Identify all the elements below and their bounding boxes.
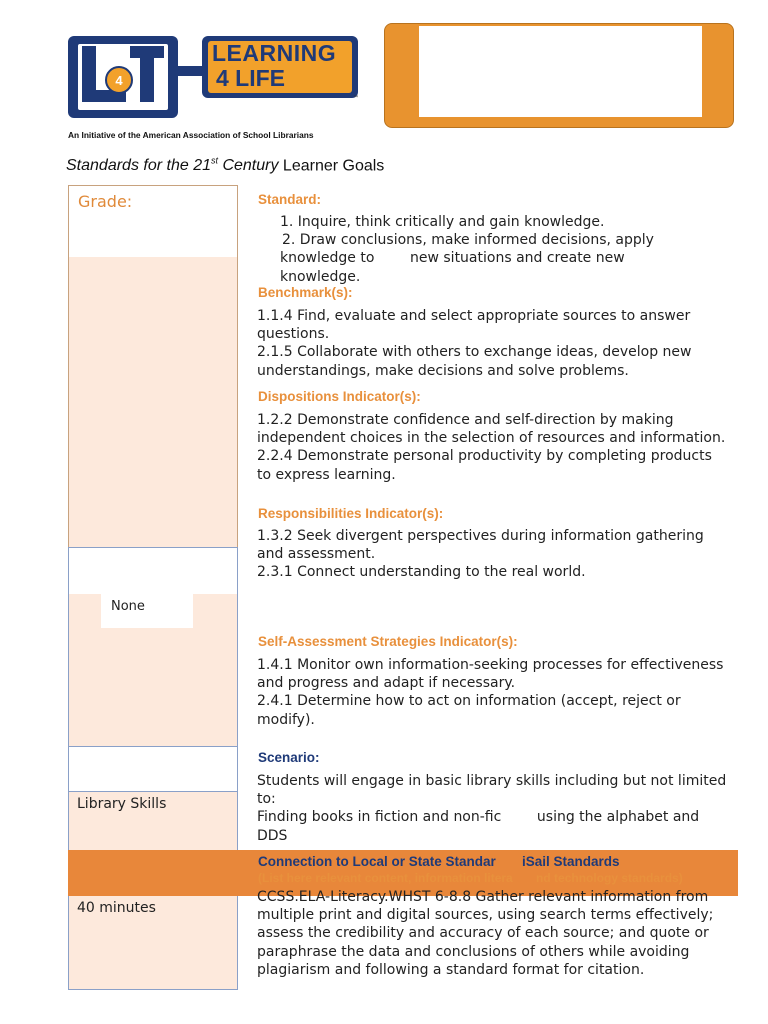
grade-label: Grade: — [78, 192, 133, 211]
left-panel-peach-3 — [68, 792, 238, 850]
scenario-heading: Scenario: — [258, 750, 320, 765]
none-field[interactable] — [101, 594, 193, 628]
header-orange-box — [384, 23, 734, 128]
self-assessment-line-2: 2.4.1 Determine how to act on information (accept, reject or modify). — [257, 693, 681, 728]
benchmark-heading: Benchmark(s): — [258, 285, 353, 300]
left-panel-peach-1 — [68, 257, 238, 547]
logo-tagline: An Initiative of the American Association of School Librarians — [68, 130, 314, 140]
scenario-body — [257, 772, 729, 848]
logo-word-4-life: 4 LIFE — [216, 65, 286, 91]
logo-word-learning: LEARNING — [212, 40, 337, 66]
duration-label: 40 minutes — [77, 900, 156, 916]
dispositions-line-1: 1.2.2 Demonstrate confidence and self-direction by making independent choices in the selection of resources and information. — [257, 412, 726, 447]
standard-line-1: 1. Inquire, think critically and gain knowledge. — [280, 214, 605, 230]
ccss-standard-text: CCSS.ELA-Literacy.WHST 6-8.8 Gather relevant information from multiple print and digital sources, using search terms effectively; assess the credibility and accuracy of each source; and quote or paraphrase the data and conclusions of others while avoiding plagiarism and following a standard format for citation. — [257, 889, 714, 978]
benchmark-line-1: 1.1.4 Find, evaluate and select appropriate sources to answer questions. — [257, 308, 691, 343]
benchmark-line-2: 2.1.5 Collaborate with others to exchange ideas, develop new understandings, make decisions and solve problems. — [257, 344, 692, 379]
standard-heading: Standard: — [258, 192, 322, 207]
responsibilities-heading: Responsibilities Indicator(s): — [258, 506, 444, 521]
learning-4-life-logo — [66, 32, 362, 144]
library-skills-label: Library Skills — [77, 796, 167, 812]
responsibilities-body — [257, 527, 729, 583]
standard-body — [280, 213, 720, 285]
responsibilities-line-1: 1.3.2 Seek divergent perspectives during information gathering and assessment. — [257, 528, 704, 563]
left-panel-white-3[interactable] — [68, 746, 238, 792]
page-title — [66, 156, 384, 175]
title-part-2: Century — [218, 157, 279, 175]
grade-box[interactable] — [68, 185, 238, 257]
none-value: None — [111, 599, 145, 614]
connection-heading: Connection to Local or State Standar iSail Standards — [258, 854, 620, 869]
header-input-area[interactable] — [419, 26, 702, 117]
title-italic-part — [66, 157, 278, 174]
standard-line-4: knowledge. — [280, 268, 361, 285]
dispositions-body — [257, 411, 729, 497]
responsibilities-line-2: 2.3.1 Connect understanding to the real world. — [257, 564, 586, 581]
scenario-line-1: Students will engage in basic library skills including but not limited to: — [257, 773, 727, 808]
dispositions-line-2: 2.2.4 Demonstrate personal productivity by completing products to express learning. — [257, 448, 712, 483]
dispositions-heading: Dispositions Indicator(s): — [258, 389, 421, 404]
standard-line-3: knowledge to new situations and create new — [280, 250, 625, 267]
self-assessment-body — [257, 656, 729, 730]
title-part-1: Standards for the 21 — [66, 157, 211, 175]
self-assessment-heading: Self-Assessment Strategies Indicator(s): — [258, 634, 518, 649]
left-panel-peach-2 — [68, 594, 238, 746]
left-panel-white-2[interactable] — [68, 547, 238, 594]
standard-line-2: 2. Draw conclusions, make informed decisions, apply — [282, 232, 654, 249]
self-assessment-line-1: 1.4.1 Monitor own information-seeking processes for effectiveness and progress and adapt if necessary. — [257, 657, 724, 692]
benchmark-body — [257, 307, 729, 381]
scenario-line-2: Finding books in fiction and non-fic using the alphabet and DDS — [257, 809, 704, 844]
title-part-3: Learner Goals — [278, 157, 385, 175]
svg-text:4: 4 — [115, 73, 123, 88]
left-panel-peach-4 — [68, 896, 238, 990]
title-superscript: st — [210, 156, 218, 166]
trademark-symbol: ™ — [353, 95, 359, 102]
connection-subheading: (List here relevant content, information litera nd technology standards) — [258, 871, 683, 885]
